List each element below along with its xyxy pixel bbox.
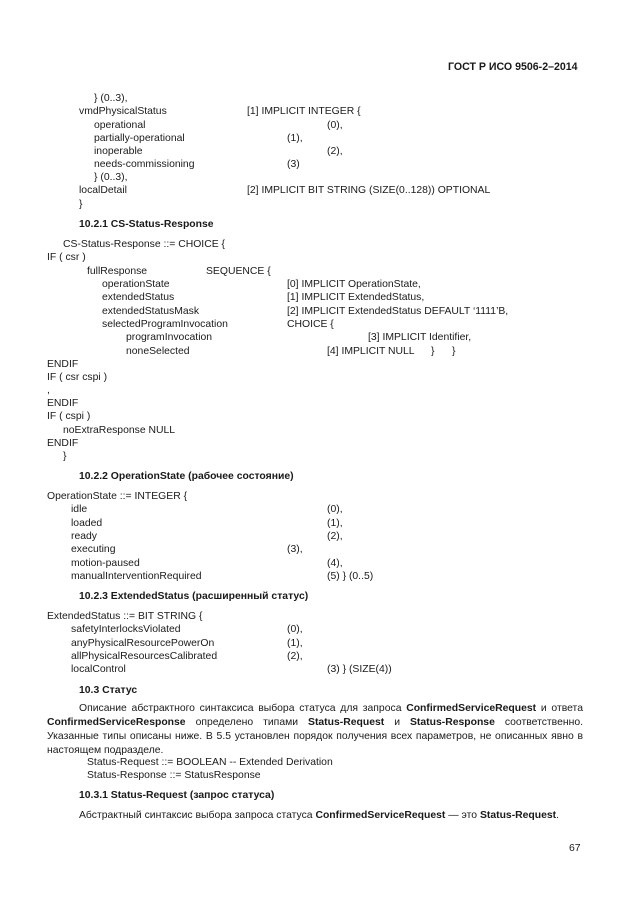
code-line: (2), (327, 531, 343, 542)
page-number: 67 (569, 843, 581, 854)
code-line: idle (71, 504, 88, 515)
code-line: [1] IMPLICIT ExtendedStatus, (287, 292, 425, 303)
code-line: SEQUENCE { (206, 266, 271, 277)
code-line: IF ( cspi ) (47, 411, 91, 422)
code-line: noneSelected (126, 346, 190, 357)
code-line: vmdPhysicalStatus (79, 106, 167, 117)
code-line: IF ( csr cspi ) (47, 372, 108, 383)
section-heading-10-2-2: 10.2.2 OperationState (рабочее состояние) (79, 471, 294, 482)
code-line: ENDIF (47, 359, 79, 370)
code-line: manualInterventionRequired (71, 571, 202, 582)
code-line: ENDIF (47, 398, 79, 409)
code-line: localControl (71, 664, 126, 675)
code-line: } (0..3), (94, 93, 128, 104)
code-line: (1), (327, 518, 343, 529)
code-line: (2), (287, 651, 303, 662)
code-line: (1), (287, 133, 303, 144)
code-line: (3) (287, 159, 300, 170)
code-line: } (431, 346, 435, 357)
code-line: ExtendedStatus ::= BIT STRING { (47, 611, 203, 622)
code-line: (4), (327, 558, 343, 569)
code-line: localDetail (79, 185, 127, 196)
code-line: } (63, 451, 67, 462)
code-line: (2), (327, 146, 343, 157)
code-line: motion-paused (71, 558, 140, 569)
code-line: Status-Request ::= BOOLEAN -- Extended Derivation (87, 757, 333, 768)
code-line: (5) } (0..5) (327, 571, 374, 582)
code-line: (3) } (SIZE(4)) (327, 664, 392, 675)
code-line: needs-commissioning (94, 159, 195, 170)
code-line: IF ( csr ) (47, 252, 86, 263)
code-line: } (79, 199, 83, 210)
code-line: } (0..3), (94, 172, 128, 183)
code-line: CS-Status-Response ::= CHOICE { (63, 239, 225, 250)
code-line: programInvocation (126, 332, 213, 343)
code-line: [1] IMPLICIT INTEGER { (247, 106, 361, 117)
code-line: (3), (287, 544, 303, 555)
code-line: partially-operational (94, 133, 185, 144)
code-line: ready (71, 531, 97, 542)
section-heading-10-2-1: 10.2.1 CS-Status-Response (79, 219, 214, 230)
section-paragraph: Абстрактный синтаксис выбора запроса статуса ConfirmedServiceRequest — это Status-Request. (79, 810, 560, 821)
code-line: fullResponse (87, 266, 148, 277)
code-line: } (452, 346, 456, 357)
section-heading-10-2-3: 10.2.3 ExtendedStatus (расширенный статус) (79, 591, 309, 602)
code-line: operationState (102, 279, 170, 290)
code-line: safetyInterlocksViolated (71, 624, 181, 635)
code-line: operational (94, 120, 146, 131)
code-line: extendedStatus (102, 292, 175, 303)
code-line: CHOICE { (287, 319, 334, 330)
code-line: noExtraResponse NULL (63, 425, 176, 436)
code-line: selectedProgramInvocation (102, 319, 228, 330)
code-line: , (47, 385, 50, 396)
code-line: [4] IMPLICIT NULL (327, 346, 415, 357)
section-heading-10-3: 10.3 Статус (79, 685, 138, 696)
code-line: (0), (327, 120, 343, 131)
code-line: Status-Response ::= StatusResponse (87, 770, 261, 781)
code-line: ENDIF (47, 438, 79, 449)
code-line: loaded (71, 518, 103, 529)
code-line: [0] IMPLICIT OperationState, (287, 279, 421, 290)
section-heading-10-3-1: 10.3.1 Status-Request (запрос статуса) (79, 790, 275, 801)
code-line: inoperable (94, 146, 143, 157)
code-line: (0), (327, 504, 343, 515)
document-id: ГОСТ Р ИСО 9506-2–2014 (448, 61, 578, 73)
code-line: [3] IMPLICIT Identifier, (368, 332, 472, 343)
code-line: extendedStatusMask (102, 306, 200, 317)
code-line: executing (71, 544, 116, 555)
code-line: [2] IMPLICIT BIT STRING (SIZE(0..128)) OPTIONAL (247, 185, 491, 196)
code-line: anyPhysicalResourcePowerOn (71, 638, 215, 649)
code-line: (0), (287, 624, 303, 635)
code-line: (1), (287, 638, 303, 649)
code-line: [2] IMPLICIT ExtendedStatus DEFAULT ‘1111’B, (287, 306, 509, 317)
code-line: OperationState ::= INTEGER { (47, 491, 188, 502)
section-paragraph: Описание абстрактного синтаксиса выбора статуса для запроса ConfirmedServiceRequest и ответа ConfirmedServiceResponse определено типами Status-Request и Status-Response соответственно. Указанные типы описаны ниже. В 5.5 установлен порядок получения всех параметров, не описанных явно в настоящем подразделе. (47, 703, 584, 756)
code-line: allPhysicalResourcesCalibrated (71, 651, 218, 662)
